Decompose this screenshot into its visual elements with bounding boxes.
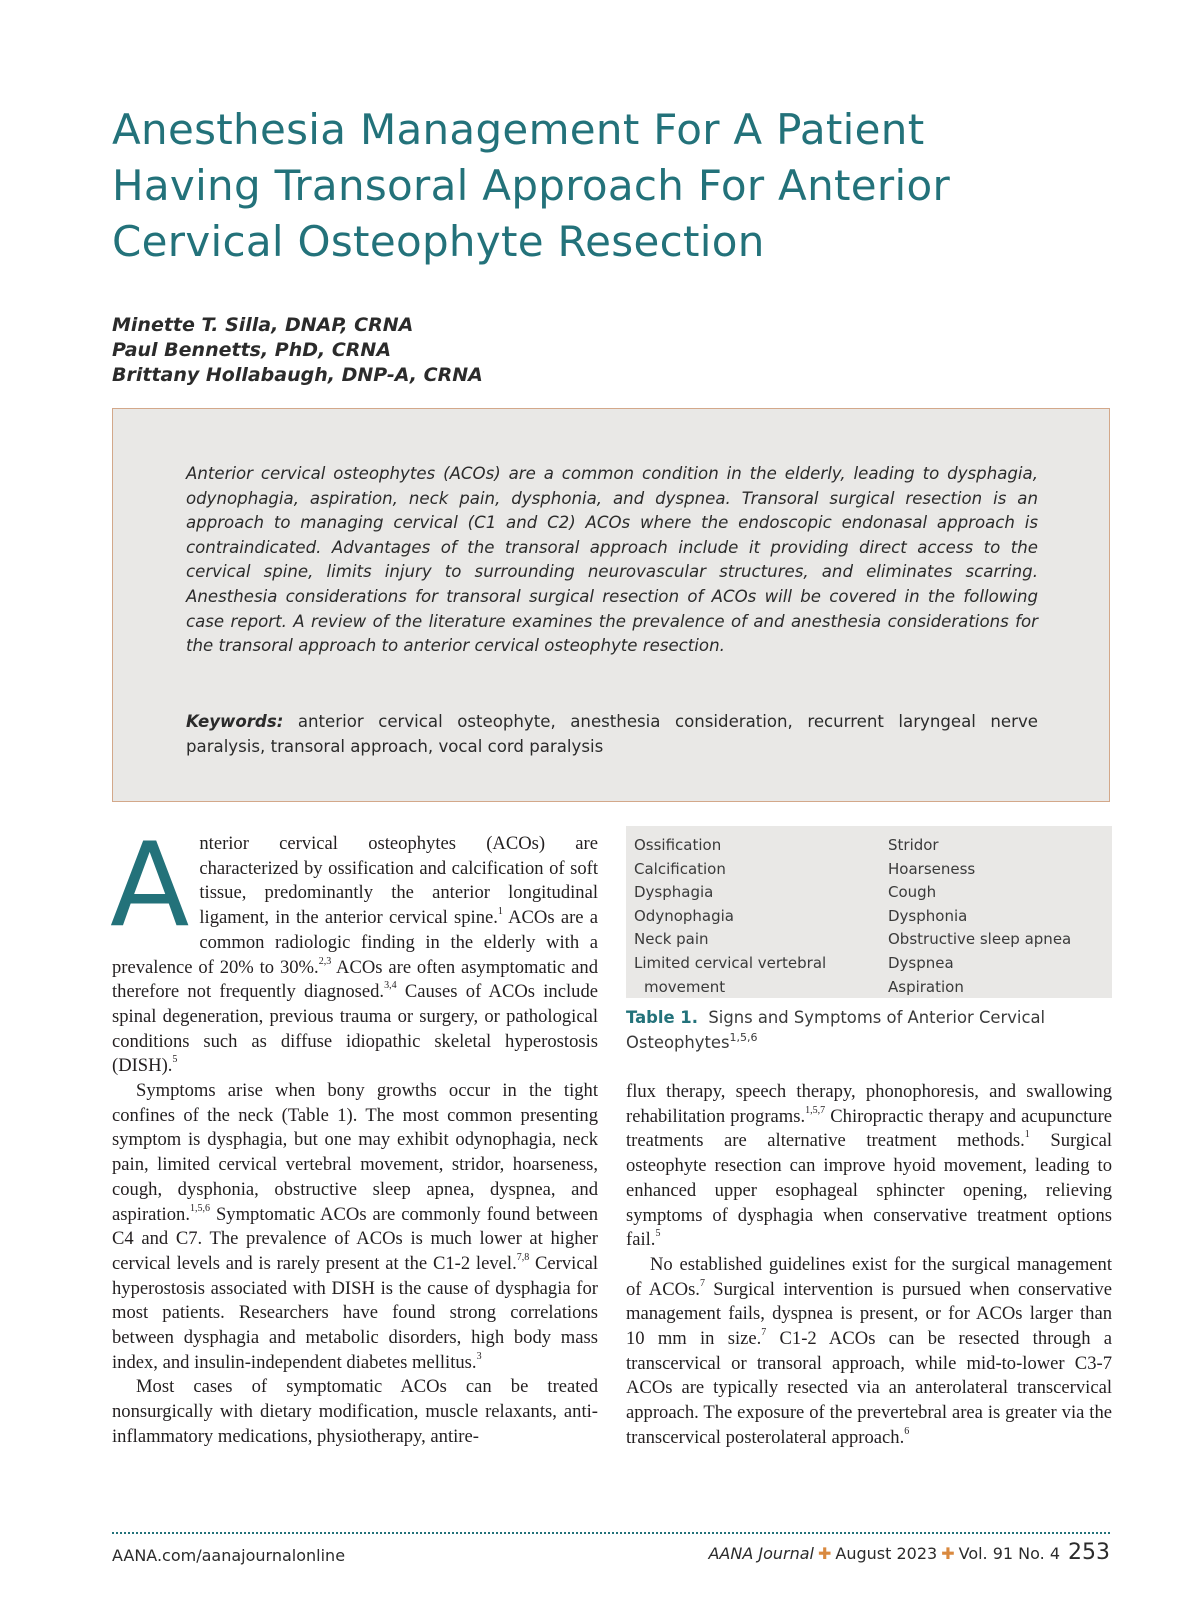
table-cell: Neck pain	[634, 930, 709, 949]
table-caption	[626, 1006, 1112, 1055]
table-cell: Cough	[888, 883, 937, 902]
issue-date: August 2023	[835, 1544, 938, 1563]
title-line: Cervical Osteophyte Resection	[112, 217, 765, 266]
citation-ref: 7	[761, 1327, 767, 1339]
footer-citation	[708, 1540, 1110, 1567]
citation-ref: 3	[476, 1350, 482, 1362]
body-text: Surgical osteophyte resection can improve hyoid movement, leading to enhanced upper esophageal sphincter opening, relieving symptoms of dysphagia when conservative treatment options fail.	[626, 1130, 1113, 1251]
table-cell: Stridor	[888, 836, 939, 854]
body-text: Symptoms arise when bony growths occur in the tight confines of the neck (Table 1). The most common presenting symptom is dysphagia, but one may exhibit odynophagia, neck pain, limited cervical vertebral movement, stridor, hoarseness, cough, dysphonia, obstructive sleep apnea, dyspnea, and aspiration.	[112, 1080, 598, 1225]
author-name: Brittany Hollabaugh, DNP-A, CRNA	[112, 364, 483, 386]
body-paragraph	[110, 818, 598, 1079]
body-paragraph	[112, 1375, 598, 1449]
article-title	[112, 102, 1072, 270]
plus-icon: ✚	[818, 1544, 832, 1563]
body-text: ACOs are a common radiologic finding in the elderly with a prevalence of 20% to 30%.	[112, 907, 598, 978]
body-text: Surgical intervention is pursued when conservative management fails, dyspnea is present, or for ACOs larger than 10 mm in size.	[626, 1278, 1112, 1350]
table-cell: Aspiration	[888, 977, 964, 996]
table-cell: Obstructive sleep apnea	[888, 930, 1072, 949]
body-text: C1-2 ACOs can be resected through a transcervical or transoral approach, while mid-to-lower C3-7 ACOs are typically resected via an anterolateral transcervical approach. The exposure of the prevertebral area is greater via the transcervical posterolateral approach.	[626, 1328, 1113, 1448]
table-caption-text: Signs and Symptoms of Anterior Cervical Osteophytes	[626, 1008, 1046, 1052]
table-column-right	[888, 834, 1071, 999]
body-paragraph	[626, 1080, 1112, 1253]
table-cell: Odynophagia	[634, 906, 734, 925]
body-text: Most cases of symptomatic ACOs can be treated nonsurgically with dietary modification, muscle relaxants, anti-inflammatory medications, physiotherapy, antire-	[112, 1376, 598, 1447]
citation-ref: 2,3	[318, 955, 332, 967]
body-text: nterior cervical osteophytes (ACOs) are characterized by ossification and calcification of soft tissue, predominantly the anterior longitudinal ligament, in the anterior cervical spine.	[199, 833, 598, 929]
author-name: Paul Bennetts, PhD, CRNA	[112, 339, 392, 361]
keywords-text: anterior cervical osteophyte, anesthesia consideration, recurrent laryngeal nerve paralysis, transoral approach, vocal cord paralysis	[186, 712, 1038, 756]
table-cell: Dysphonia	[888, 906, 968, 925]
keywords	[186, 710, 1038, 759]
keywords-label: Keywords:	[186, 712, 284, 731]
table-cell: movement	[644, 977, 726, 996]
journal-name: AANA Journal	[708, 1544, 814, 1563]
author-list	[112, 313, 483, 388]
citation-ref: 1	[497, 906, 503, 918]
body-text: No established guidelines exist for the surgical management of ACOs.	[626, 1253, 1112, 1300]
page-number: 253	[1068, 1540, 1110, 1565]
title-line: Anesthesia Management For A Patient	[112, 105, 925, 154]
body-text: flux therapy, speech therapy, phonophoresis, and swallowing rehabilitation programs.	[626, 1081, 1112, 1127]
title-line: Having Transoral Approach For Anterior	[112, 161, 951, 210]
body-text: ACOs are often asymptomatic and therefore not frequently diagnosed.	[112, 956, 598, 1003]
table-cell: Dysphagia	[634, 883, 714, 902]
body-column-left	[110, 818, 598, 1450]
citation-ref: 1,5,6	[729, 1030, 758, 1044]
body-text: Causes of ACOs include spinal degeneration, previous trauma or surgery, or pathological conditions such as diffuse idiopathic skeletal hyperostosis (DISH).	[112, 981, 598, 1077]
plus-icon: ✚	[941, 1544, 955, 1563]
citation-ref: 6	[904, 1425, 910, 1437]
body-text: Symptomatic ACOs are commonly found between C4 and C7. The prevalence of ACOs is much lower at higher cervical levels and is rarely present at the C1-2 level.	[112, 1203, 598, 1274]
author-name: Minette T. Silla, DNAP, CRNA	[112, 314, 414, 336]
issue-volume: Vol. 91 No. 4	[958, 1544, 1060, 1563]
table-cell: Limited cervical vertebral	[634, 953, 827, 972]
citation-ref: 5	[655, 1228, 661, 1240]
table-cell: Hoarseness	[888, 859, 976, 878]
citation-ref: 7,8	[516, 1251, 530, 1263]
citation-ref: 1,5,6	[189, 1202, 210, 1214]
drop-cap: A	[110, 818, 190, 953]
citation-ref: 3,4	[384, 980, 397, 992]
table-caption-label: Table 1.	[626, 1008, 698, 1027]
citation-ref: 1,5,7	[805, 1104, 826, 1116]
table-cell: Calcification	[634, 859, 726, 878]
body-column-right	[626, 1080, 1112, 1451]
table-1	[626, 826, 1112, 998]
body-paragraph	[626, 1253, 1112, 1451]
citation-ref: 1	[1024, 1129, 1030, 1141]
footer-url[interactable]: AANA.com/aanajournalonline	[112, 1546, 346, 1565]
body-paragraph	[112, 1079, 598, 1375]
body-text: Cervical hyperostosis associated with DISH is the cause of dysphagia for most patients. Researchers have found strong correlations between dysphagia and metabolic disorders, high body mass index, and insulin-independent diabetes mellitus.	[112, 1252, 598, 1373]
body-text: Chiropractic therapy and acupuncture treatments are alternative treatment methods.	[626, 1105, 1113, 1152]
table-cell: Ossification	[634, 836, 722, 854]
citation-ref: 7	[699, 1277, 705, 1289]
table-column-left	[634, 834, 826, 999]
citation-ref: 5	[172, 1054, 178, 1066]
abstract-text: Anterior cervical osteophytes (ACOs) are a common condition in the elderly, leading to dysphagia, odynophagia, aspiration, neck pain, dysphonia, and dyspnea. Transoral surgical resection is an approach to managing cervical (C1 and C2) ACOs where the endoscopic endonasal approach is contraindicated. Advantages of the transoral approach include it providing direct access to the cervical spine, limits injury to surrounding neurovascular structures, and eliminates scarring. Anesthesia considerations for transoral surgical resection of ACOs will be covered in the following case report. A review of the literature examines the prevalence of and anesthesia considerations for the transoral approach to anterior cervical osteophyte resection.	[186, 464, 1038, 656]
footer-divider	[112, 1532, 1110, 1534]
table-cell: Dyspnea	[888, 953, 954, 972]
